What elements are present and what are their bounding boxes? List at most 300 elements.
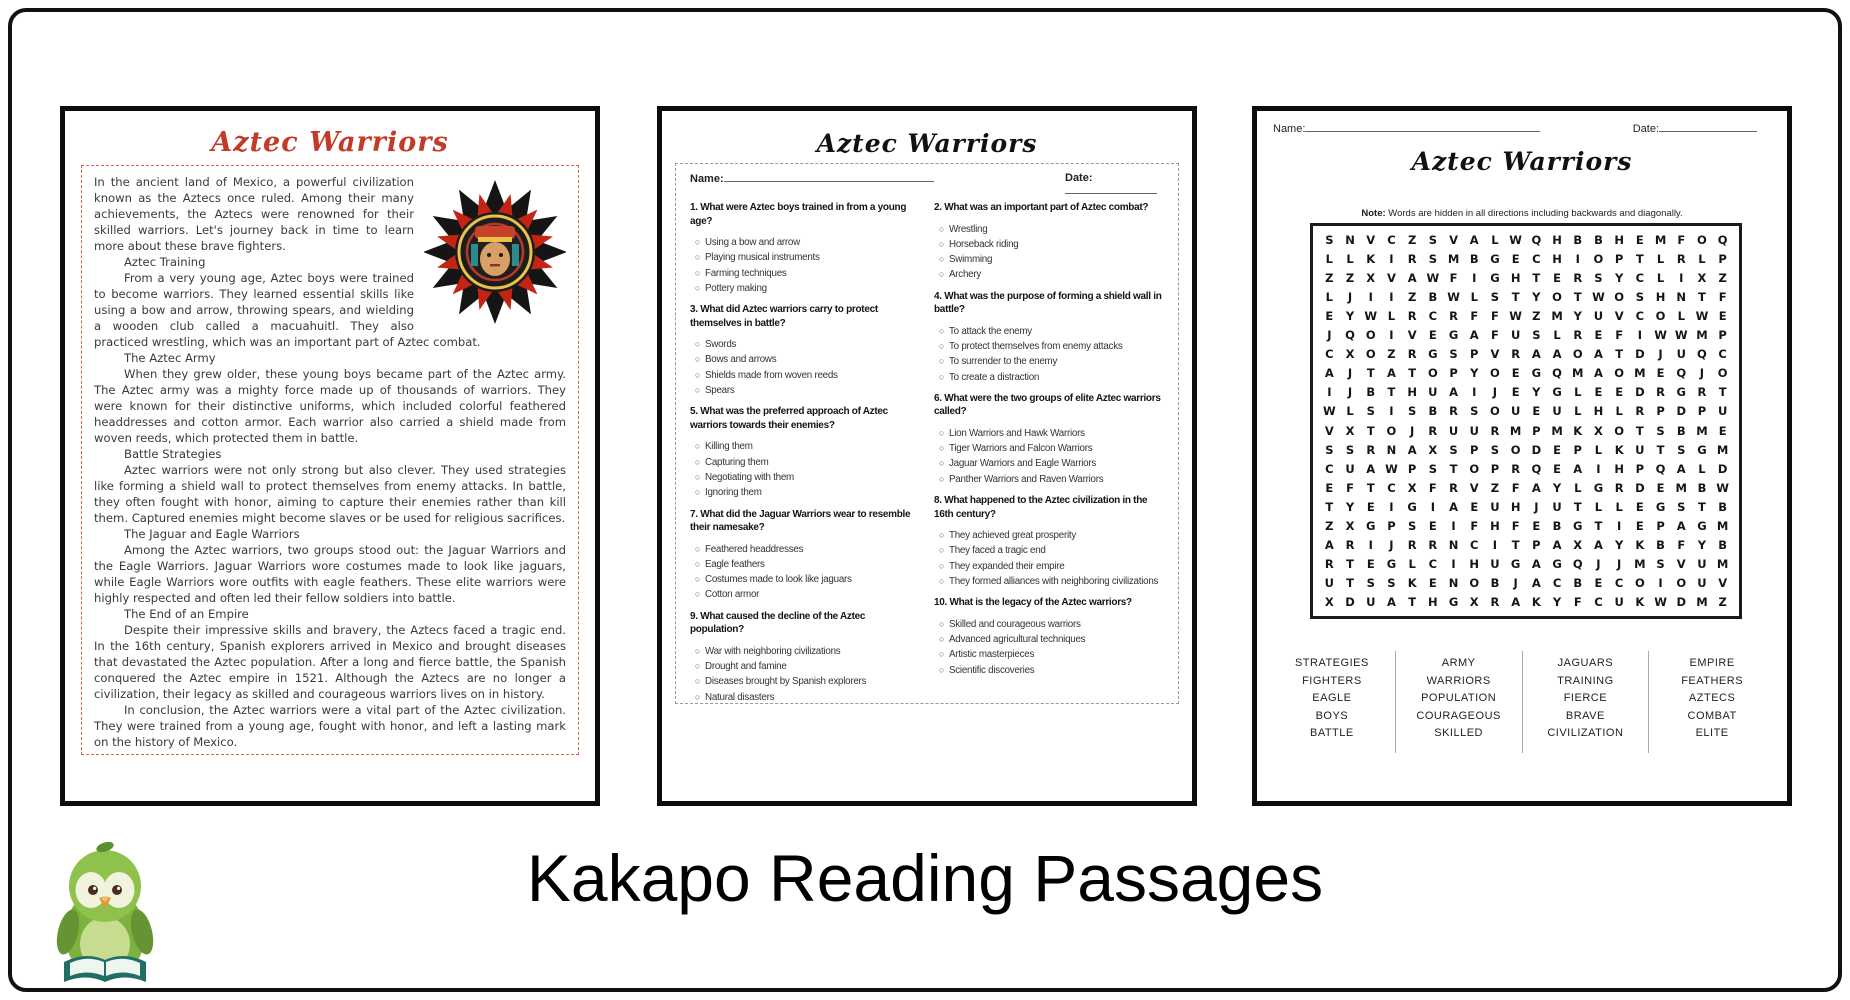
- grid-letter: X: [1594, 423, 1603, 438]
- grid-letter: A: [1386, 366, 1396, 381]
- grid-letter: T: [1408, 595, 1417, 610]
- option-text: Artistic masterpieces: [949, 649, 1035, 661]
- grid-letter: E: [1511, 366, 1520, 381]
- answer-option: [934, 339, 1164, 354]
- grid-letter: T: [1573, 289, 1582, 304]
- grid-letter: I: [1389, 328, 1394, 343]
- grid-letter: I: [1451, 519, 1456, 534]
- grid-letter: W: [1509, 232, 1522, 247]
- grid-letter: W: [1364, 308, 1378, 323]
- grid-letter: G: [1552, 557, 1562, 572]
- questions-border-box: [675, 163, 1179, 704]
- grid-letter: O: [1572, 347, 1583, 362]
- grid-letter: M: [1572, 366, 1584, 381]
- grid-letter: V: [1386, 270, 1396, 285]
- grid-letter: B: [1469, 251, 1479, 266]
- option-bullet-icon: ○: [938, 664, 945, 675]
- word-list-item: POPULATION: [1421, 692, 1497, 705]
- grid-letter: V: [1614, 308, 1624, 323]
- grid-letter: V: [1366, 232, 1376, 247]
- passage-paragraph: Despite their impressive skills and bravery, the Aztecs faced a tragic end. In the 16th century, Spanish explorers arrived in Mexico and brought diseases that devastated the Aztec population. After a long and fierce battle, the Spanish conquered the Aztec empire in 1521. Although the Aztecs are no longer a civilization, their legacy as skilled and courageous warriors lives on in history.: [94, 623, 566, 701]
- grid-letter: A: [1531, 557, 1541, 572]
- grid-letter: U: [1717, 404, 1728, 419]
- grid-letter: C: [1387, 480, 1396, 495]
- grid-letter: I: [1368, 289, 1373, 304]
- grid-letter: L: [1491, 232, 1499, 247]
- grid-letter: Y: [1552, 480, 1562, 495]
- answer-option: [690, 470, 920, 485]
- grid-letter: E: [1428, 576, 1437, 591]
- word-list-item: FEATHERS: [1681, 674, 1744, 687]
- grid-letter: H: [1593, 404, 1604, 419]
- grid-letter: L: [1553, 328, 1561, 343]
- grid-letter: R: [1635, 404, 1645, 419]
- question-text: 10. What is the legacy of the Aztec warriors?: [934, 597, 1132, 609]
- option-bullet-icon: ○: [938, 545, 945, 556]
- option-text: Panther Warriors and Raven Warriors: [949, 473, 1104, 485]
- answer-option: [934, 632, 1164, 647]
- grid-letter: I: [1596, 461, 1601, 476]
- question-text: 6. What were the two groups of elite Aztec warriors called?: [934, 392, 1161, 418]
- grid-letter: A: [1531, 480, 1541, 495]
- grid-letter: M: [1696, 328, 1708, 343]
- word-list-item: EMPIRE: [1689, 657, 1735, 669]
- grid-letter: J: [1617, 557, 1622, 572]
- grid-letter: L: [1470, 289, 1478, 304]
- grid-letter: D: [1635, 347, 1645, 362]
- grid-letter: F: [1573, 595, 1582, 610]
- option-bullet-icon: ○: [938, 443, 945, 454]
- grid-letter: E: [1594, 385, 1603, 400]
- grid-letter: H: [1614, 461, 1624, 476]
- grid-letter: S: [1635, 289, 1644, 304]
- option-text: Capturing them: [705, 456, 769, 468]
- grid-letter: U: [1428, 385, 1438, 400]
- option-bullet-icon: ○: [694, 441, 701, 452]
- grid-letter: H: [1510, 499, 1521, 514]
- grid-letter: P: [1470, 442, 1479, 457]
- grid-letter: R: [1573, 270, 1583, 285]
- grid-letter: A: [1407, 270, 1417, 285]
- grid-letter: R: [1490, 595, 1500, 610]
- grid-letter: Q: [1552, 366, 1562, 381]
- grid-letter: L: [1677, 308, 1685, 323]
- grid-letter: F: [1511, 480, 1520, 495]
- grid-letter: Y: [1470, 366, 1479, 381]
- grid-letter: V: [1490, 347, 1500, 362]
- questions-column-right: [934, 194, 1164, 711]
- grid-letter: N: [1386, 442, 1397, 457]
- grid-letter: A: [1407, 442, 1417, 457]
- grid-letter: B: [1656, 538, 1665, 553]
- grid-letter: L: [1656, 251, 1665, 266]
- grid-letter: G: [1490, 251, 1500, 266]
- option-text: They formed alliances with neighboring civilizations: [949, 575, 1159, 587]
- grid-letter: A: [1469, 232, 1479, 247]
- grid-letter: U: [1697, 557, 1707, 572]
- grid-letter: G: [1448, 595, 1459, 610]
- grid-letter: A: [1386, 595, 1396, 610]
- grid-letter: R: [1428, 538, 1438, 553]
- grid-letter: Q: [1676, 366, 1687, 381]
- grid-letter: R: [1345, 538, 1355, 553]
- option-bullet-icon: ○: [938, 223, 945, 234]
- grid-letter: H: [1469, 557, 1480, 572]
- grid-letter: X: [1573, 538, 1583, 553]
- grid-letter: R: [1407, 538, 1417, 553]
- option-text: Ignoring them: [705, 487, 762, 499]
- grid-letter: S: [1677, 499, 1686, 514]
- grid-letter: O: [1593, 251, 1604, 266]
- answer-option: [934, 222, 1164, 237]
- grid-letter: G: [1697, 519, 1707, 534]
- answer-option: [934, 647, 1164, 662]
- question-text: 1. What were Aztec boys trained in from a young age?: [690, 202, 907, 227]
- grid-letter: J: [1492, 385, 1498, 400]
- grid-letter: S: [1408, 519, 1417, 534]
- name-label: Name:: [1273, 123, 1306, 135]
- grid-letter: G: [1407, 499, 1417, 514]
- grid-letter: Y: [1697, 538, 1707, 553]
- grid-letter: G: [1386, 557, 1397, 572]
- grid-letter: L: [1698, 461, 1706, 476]
- grid-letter: A: [1324, 366, 1334, 381]
- grid-letter: P: [1532, 423, 1541, 438]
- grid-letter: B: [1697, 480, 1707, 495]
- grid-letter: X: [1345, 347, 1355, 362]
- grid-letter: S: [1470, 404, 1479, 419]
- grid-letter: A: [1449, 499, 1458, 514]
- grid-letter: C: [1614, 576, 1624, 591]
- option-bullet-icon: ○: [694, 369, 701, 380]
- option-bullet-icon: ○: [938, 649, 945, 660]
- grid-letter: M: [1654, 232, 1667, 247]
- grid-letter: A: [1366, 461, 1376, 476]
- grid-letter: O: [1697, 232, 1707, 247]
- grid-letter: T: [1718, 385, 1727, 400]
- option-text: Eagle feathers: [705, 558, 765, 570]
- grid-letter: E: [1718, 308, 1727, 323]
- name-date-row: [1273, 122, 1757, 135]
- grid-letter: L: [1574, 385, 1582, 400]
- grid-letter: J: [1347, 385, 1353, 400]
- grid-letter: S: [1449, 442, 1458, 457]
- grid-letter: R: [1573, 328, 1583, 343]
- grid-letter: B: [1573, 576, 1583, 591]
- option-bullet-icon: ○: [694, 645, 701, 656]
- word-list-column: [1522, 651, 1649, 753]
- grid-letter: Q: [1531, 232, 1542, 247]
- grid-letter: S: [1428, 461, 1437, 476]
- grid-letter: P: [1697, 404, 1707, 419]
- grid-letter: R: [1407, 251, 1417, 266]
- option-text: To create a distraction: [949, 371, 1040, 383]
- answer-option: [690, 439, 920, 454]
- grid-letter: W: [1654, 595, 1667, 610]
- option-bullet-icon: ○: [938, 269, 945, 280]
- grid-letter: P: [1532, 538, 1541, 553]
- answer-option: [690, 572, 920, 587]
- grid-letter: A: [1449, 385, 1458, 400]
- grid-letter: W: [1323, 404, 1336, 419]
- grid-letter: L: [1698, 251, 1706, 266]
- grid-letter: I: [1368, 538, 1373, 553]
- grid-letter: X: [1428, 442, 1438, 457]
- word-list-column: [1648, 651, 1775, 753]
- grid-letter: A: [1573, 461, 1583, 476]
- grid-letter: R: [1490, 423, 1500, 438]
- grid-letter: F: [1511, 519, 1520, 534]
- option-text: To surrender to the enemy: [949, 356, 1058, 368]
- grid-letter: W: [1695, 308, 1709, 323]
- grid-letter: L: [1346, 251, 1354, 266]
- grid-letter: X: [1407, 480, 1417, 495]
- word-list-item: EAGLE: [1312, 692, 1352, 705]
- grid-letter: N: [1448, 576, 1459, 591]
- grid-letter: D: [1676, 595, 1687, 610]
- answer-option: [934, 324, 1164, 339]
- answer-option: [690, 485, 920, 500]
- grid-letter: H: [1428, 595, 1438, 610]
- grid-letter: X: [1324, 595, 1334, 610]
- grid-letter: A: [1593, 347, 1603, 362]
- grid-letter: R: [1449, 404, 1458, 419]
- grid-letter: S: [1428, 232, 1437, 247]
- option-text: Diseases brought by Spanish explorers: [705, 676, 867, 688]
- grid-letter: R: [1407, 308, 1417, 323]
- grid-letter: V: [1407, 328, 1417, 343]
- option-text: Horseback riding: [949, 238, 1019, 250]
- answer-option: [934, 252, 1164, 267]
- grid-letter: U: [1510, 404, 1521, 419]
- grid-letter: U: [1593, 308, 1604, 323]
- grid-letter: E: [1470, 499, 1479, 514]
- grid-letter: L: [1325, 289, 1333, 304]
- grid-letter: P: [1656, 404, 1665, 419]
- grid-letter: I: [1679, 270, 1684, 285]
- question-text: 7. What did the Jaguar Warriors wear to resemble their namesake?: [690, 508, 911, 534]
- option-text: Skilled and courageous warriors: [949, 618, 1081, 630]
- grid-letter: I: [1658, 576, 1663, 591]
- grid-letter: W: [1716, 480, 1729, 495]
- grid-letter: J: [1658, 347, 1663, 362]
- grid-letter: C: [1552, 576, 1562, 591]
- grid-letter: I: [1575, 251, 1580, 266]
- grid-letter: C: [1635, 270, 1645, 285]
- grid-letter: M: [1509, 423, 1522, 438]
- kakapo-mascot-logo: [46, 834, 168, 994]
- grid-letter: A: [1676, 519, 1686, 534]
- option-bullet-icon: ○: [694, 237, 701, 247]
- grid-letter: E: [1718, 423, 1727, 438]
- grid-letter: Q: [1697, 347, 1707, 362]
- grid-letter: Z: [1387, 347, 1396, 362]
- word-list-item: JAGUARS: [1557, 657, 1614, 669]
- grid-letter: E: [1553, 461, 1561, 476]
- option-text: Playing musical instruments: [705, 252, 820, 264]
- grid-letter: T: [1449, 461, 1458, 476]
- grid-letter: E: [1532, 404, 1541, 419]
- grid-letter: Y: [1532, 385, 1541, 400]
- word-list-item: COMBAT: [1687, 709, 1737, 722]
- grid-letter: I: [1617, 519, 1622, 534]
- option-bullet-icon: ○: [938, 325, 945, 336]
- option-text: War with neighboring civilizations: [705, 645, 841, 657]
- grid-letter: B: [1428, 404, 1438, 419]
- answer-option: [690, 455, 920, 470]
- answer-option: [690, 644, 920, 659]
- grid-letter: Z: [1407, 289, 1417, 304]
- grid-letter: G: [1448, 328, 1459, 343]
- grid-letter: L: [1594, 499, 1603, 514]
- grid-letter: E: [1594, 328, 1603, 343]
- grid-letter: S: [1449, 347, 1458, 362]
- option-bullet-icon: ○: [694, 267, 701, 278]
- grid-letter: T: [1532, 270, 1541, 285]
- grid-letter: L: [1656, 270, 1665, 285]
- grid-letter: Z: [1490, 480, 1500, 495]
- grid-letter: J: [1347, 366, 1353, 381]
- grid-letter: G: [1697, 442, 1707, 457]
- name-date-row: [690, 172, 1164, 194]
- grid-letter: V: [1676, 557, 1686, 572]
- word-search-page: [1252, 106, 1792, 806]
- grid-letter: O: [1552, 289, 1562, 304]
- grid-letter: N: [1448, 538, 1459, 553]
- grid-letter: O: [1634, 576, 1645, 591]
- grid-letter: A: [1593, 538, 1603, 553]
- question-block: [690, 303, 920, 398]
- grid-letter: W: [1385, 461, 1398, 476]
- grid-letter: U: [1469, 423, 1479, 438]
- grid-letter: U: [1490, 557, 1500, 572]
- grid-letter: A: [1593, 366, 1603, 381]
- grid-letter: T: [1656, 442, 1665, 457]
- grid-letter: T: [1325, 499, 1334, 514]
- option-text: Archery: [949, 269, 982, 281]
- grid-letter: E: [1428, 328, 1437, 343]
- grid-letter: V: [1469, 480, 1479, 495]
- grid-letter: P: [1614, 251, 1624, 266]
- grid-letter: Q: [1345, 328, 1355, 343]
- grid-letter: R: [1697, 385, 1707, 400]
- grid-letter: P: [1490, 461, 1500, 476]
- grid-letter: O: [1469, 576, 1480, 591]
- grid-letter: M: [1551, 308, 1563, 323]
- grid-letter: L: [1615, 499, 1623, 514]
- word-list-item: WARRIORS: [1426, 674, 1491, 687]
- answer-option: [934, 354, 1164, 369]
- answer-option: [690, 337, 920, 352]
- answer-option: [934, 456, 1164, 471]
- grid-letter: M: [1447, 251, 1460, 266]
- grid-letter: B: [1552, 519, 1562, 534]
- question-text: 9. What caused the decline of the Aztec population?: [690, 610, 866, 636]
- passage-heading: Aztec Training: [124, 255, 206, 269]
- grid-letter: Z: [1718, 270, 1727, 285]
- grid-letter: A: [1531, 347, 1541, 362]
- grid-letter: C: [1718, 347, 1727, 362]
- option-text: Cotton armor: [705, 589, 760, 601]
- grid-letter: T: [1366, 480, 1375, 495]
- grid-letter: A: [1552, 347, 1562, 362]
- passage-paragraph: When they grew older, these young boys became part of the Aztec army. The Aztec army was a mighty force made up of thousands of warriors. They were known for their distinctive uniforms, which included colorful feathered headdresses and cotton armor. Each warrior also carried a shield made from woven reeds, which protected them in battle.: [94, 367, 566, 445]
- option-bullet-icon: ○: [938, 458, 945, 469]
- note-text: [1257, 208, 1787, 219]
- grid-letter: M: [1716, 557, 1729, 572]
- grid-letter: G: [1531, 366, 1542, 381]
- grid-letter: P: [1387, 519, 1396, 534]
- option-text: Swimming: [949, 254, 993, 266]
- option-text: To attack the enemy: [949, 325, 1032, 337]
- grid-letter: F: [1470, 308, 1479, 323]
- grid-letter: W: [1592, 289, 1605, 304]
- grid-letter: E: [1366, 557, 1375, 572]
- option-text: To protect themselves from enemy attacks: [949, 340, 1123, 352]
- wordsearch-grid: [1310, 223, 1742, 619]
- grid-letter: F: [1718, 289, 1727, 304]
- grid-letter: S: [1325, 232, 1334, 247]
- question-block: [690, 610, 920, 705]
- passage-heading: The Aztec Army: [124, 351, 216, 365]
- question-block: [934, 392, 1164, 487]
- grid-letter: C: [1532, 251, 1541, 266]
- option-text: Jaguar Warriors and Eagle Warriors: [949, 458, 1097, 470]
- grid-letter: I: [1389, 289, 1394, 304]
- grid-letter: B: [1490, 576, 1500, 591]
- question-text: 5. What was the preferred approach of Aztec warriors towards their enemies?: [690, 406, 888, 431]
- answer-option: [934, 528, 1164, 543]
- grid-letter: O: [1676, 576, 1687, 591]
- grid-letter: T: [1615, 347, 1624, 362]
- grid-letter: G: [1510, 557, 1521, 572]
- grid-letter: F: [1449, 270, 1458, 285]
- grid-letter: C: [1428, 557, 1438, 572]
- option-bullet-icon: ○: [694, 676, 701, 687]
- option-bullet-icon: ○: [694, 385, 701, 396]
- grid-letter: V: [1449, 232, 1458, 247]
- option-bullet-icon: ○: [694, 574, 701, 585]
- question-text: 3. What did Aztec warriors carry to protect themselves in battle?: [690, 304, 878, 329]
- grid-letter: M: [1696, 595, 1708, 610]
- grid-letter: E: [1615, 385, 1624, 400]
- question-text: 4. What was the purpose of forming a shield wall in battle?: [934, 290, 1162, 316]
- grid-letter: E: [1511, 251, 1520, 266]
- grid-letter: U: [1552, 499, 1562, 514]
- option-text: Killing them: [705, 441, 753, 453]
- grid-letter: B: [1718, 499, 1728, 514]
- word-list-item: BATTLE: [1309, 727, 1354, 740]
- option-bullet-icon: ○: [694, 456, 701, 467]
- option-text: Drought and famine: [705, 661, 787, 673]
- grid-letter: P: [1656, 519, 1665, 534]
- grid-letter: K: [1531, 595, 1541, 610]
- question-text: 8. What happened to the Aztec civilization in the 16th century?: [934, 495, 1148, 520]
- question-block: [934, 201, 1164, 283]
- grid-letter: E: [1366, 499, 1375, 514]
- date-label: Date:: [1065, 172, 1093, 184]
- passage-heading: The Jaguar and Eagle Warriors: [124, 527, 300, 541]
- option-text: Bows and arrows: [705, 354, 777, 366]
- grid-letter: O: [1614, 366, 1625, 381]
- grid-letter: T: [1511, 538, 1520, 553]
- grid-letter: C: [1594, 595, 1603, 610]
- grid-letter: I: [1430, 499, 1435, 514]
- grid-letter: T: [1635, 423, 1644, 438]
- grid-letter: T: [1387, 385, 1396, 400]
- grid-letter: R: [1407, 347, 1417, 362]
- grid-letter: E: [1553, 442, 1561, 457]
